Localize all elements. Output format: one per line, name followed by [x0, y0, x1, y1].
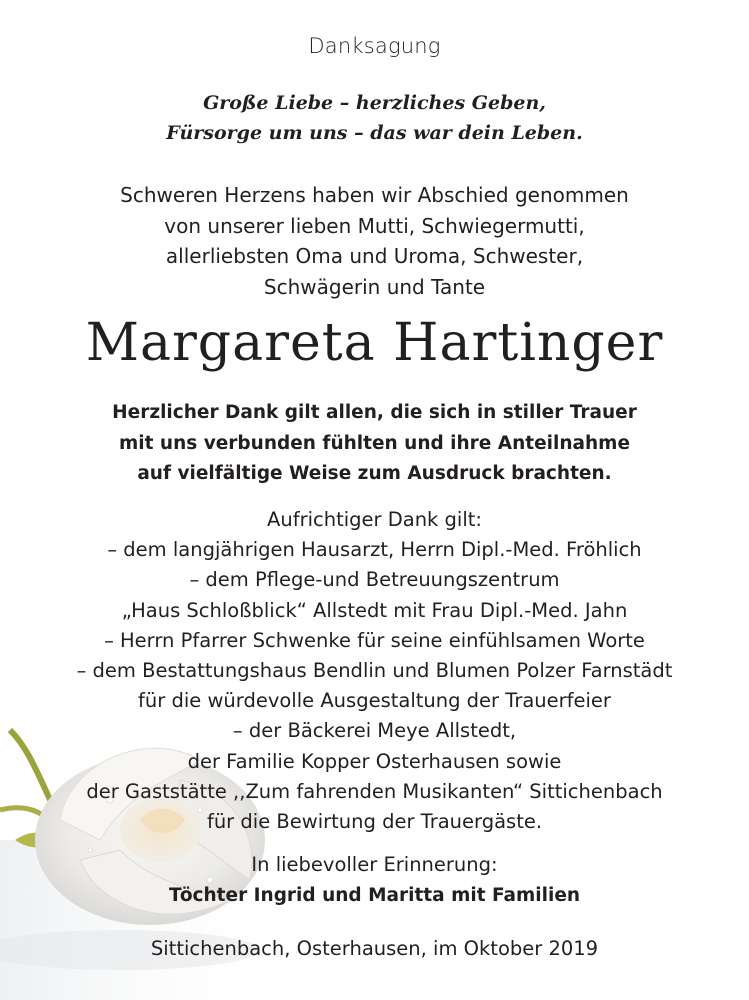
signature: Töchter Ingrid und Maritta mit Familien	[168, 884, 581, 906]
thanks-list-line: „Haus Schloßblick“ Allstedt mit Frau Dipl.-Med. Jahn	[121, 598, 628, 622]
intro-line: Schweren Herzens haben wir Abschied genommen	[120, 183, 629, 207]
intro-line: von unserer lieben Mutti, Schwiegermutti,	[164, 213, 585, 238]
memory-line: In liebevoller Erinnerung:	[251, 853, 498, 876]
heading-danksagung: Danksagung	[308, 34, 441, 58]
thanks-line: Herzlicher Dank gilt allen, die sich in stiller Trauer	[112, 402, 637, 423]
thanks-list-line: für die Bewirtung der Trauergäste.	[206, 810, 543, 834]
intro-line: Schwägerin und Tante	[263, 274, 486, 299]
memory-block	[0, 850, 749, 911]
deceased-name: Margareta Hartinger	[85, 313, 664, 373]
motto-line: Fürsorge um uns – das war dein Leben.	[166, 122, 583, 144]
thanks-line: mit uns verbunden fühlten und ihre Anteilnahme	[119, 432, 630, 454]
place-and-date: Sittichenbach, Osterhausen, im Oktober 2019	[150, 937, 599, 960]
thanks-list-line: für die würdevolle Ausgestaltung der Trauerfeier	[138, 689, 611, 713]
intro-text	[0, 180, 749, 302]
thanks-list-line: – dem langjährigen Hausarzt, Herrn Dipl.-Med. Fröhlich	[107, 538, 642, 562]
thanks-list-line: Aufrichtiger Dank gilt:	[267, 508, 482, 531]
intro-line: allerliebsten Oma und Uroma, Schwester,	[165, 244, 584, 268]
thanks-list-line: der Familie Kopper Osterhausen sowie	[187, 749, 562, 773]
thanks-list-line: – der Bäckerei Meye Allstedt,	[232, 719, 517, 743]
thanks-list-line: – Herrn Pfarrer Schwenke für seine einfühlsamen Worte	[104, 628, 645, 652]
thanks-list-line: – dem Pflege-und Betreuungszentrum	[189, 568, 560, 592]
sincere-thanks-list	[0, 505, 749, 837]
thanks-list-line: – dem Bestattungshaus Bendlin und Blumen Polzer Farnstädt	[76, 659, 673, 683]
thanks-list-line: der Gaststätte ,,Zum fahrenden Musikanten“ Sittichenbach	[86, 779, 663, 803]
motto-verse	[0, 88, 749, 148]
general-thanks	[0, 398, 749, 490]
motto-line: Große Liebe – herzliches Geben,	[203, 92, 546, 114]
thanks-line: auf vielfältige Weise zum Ausdruck brachten.	[137, 463, 612, 484]
